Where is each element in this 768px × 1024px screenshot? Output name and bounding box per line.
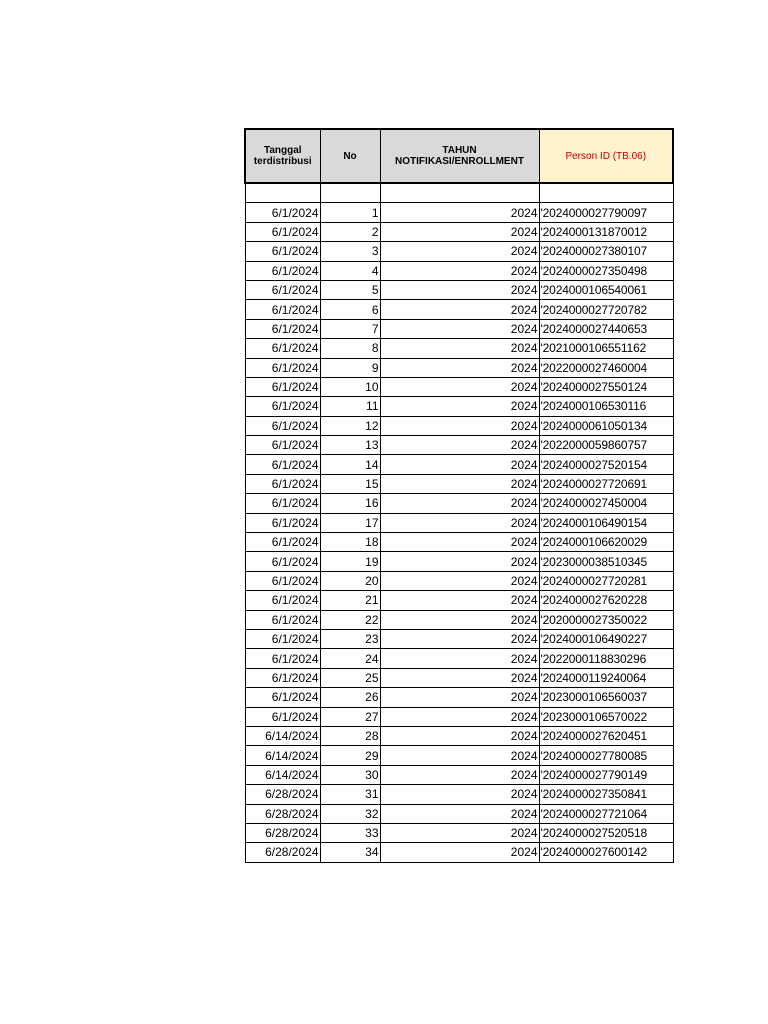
table-row	[245, 474, 673, 493]
cell-year[interactable]: 2024	[380, 533, 539, 552]
cell-person-id[interactable]: '2024000027720691	[539, 474, 673, 493]
cell-date[interactable]: 6/28/2024	[245, 843, 320, 862]
table-row	[245, 746, 673, 765]
cell-no[interactable]: 26	[320, 688, 380, 707]
cell-date[interactable]: 6/1/2024	[245, 358, 320, 377]
cell-year[interactable]: 2024	[380, 765, 539, 784]
cell-no[interactable]: 4	[320, 261, 380, 280]
cell-person-id[interactable]: '2024000027790149	[539, 765, 673, 784]
cell-date[interactable]: 6/1/2024	[245, 261, 320, 280]
cell-year[interactable]: 2024	[380, 746, 539, 765]
table-row	[245, 513, 673, 532]
table-row	[245, 726, 673, 745]
cell-year[interactable]: 2024	[380, 649, 539, 668]
cell-date[interactable]: 6/1/2024	[245, 571, 320, 590]
cell-no[interactable]: 15	[320, 474, 380, 493]
cell-year[interactable]: 2024	[380, 629, 539, 648]
table-row	[245, 707, 673, 726]
cell-year[interactable]: 2024	[380, 591, 539, 610]
header-year[interactable]: TAHUN NOTIFIKASI/ENROLLMENT	[380, 129, 539, 183]
header-person-id[interactable]: Person ID (TB.06)	[539, 129, 673, 183]
cell-person-id[interactable]: '2024000119240064	[539, 668, 673, 687]
cell-no[interactable]: 17	[320, 513, 380, 532]
cell-person-id[interactable]: '2023000106570022	[539, 707, 673, 726]
cell-person-id[interactable]: '2024000027720782	[539, 300, 673, 319]
table-row	[245, 319, 673, 338]
cell-person-id[interactable]: '2024000027350498	[539, 261, 673, 280]
cell-no[interactable]: 28	[320, 726, 380, 745]
cell-no[interactable]: 32	[320, 804, 380, 823]
cell-date[interactable]: 6/1/2024	[245, 280, 320, 299]
cell-no[interactable]: 16	[320, 494, 380, 513]
cell-date[interactable]: 6/1/2024	[245, 668, 320, 687]
cell-year[interactable]: 2024	[380, 416, 539, 435]
cell-date[interactable]: 6/28/2024	[245, 804, 320, 823]
cell-date[interactable]: 6/14/2024	[245, 765, 320, 784]
cell-no[interactable]: 2	[320, 222, 380, 241]
gap-cell	[380, 183, 539, 203]
cell-year[interactable]: 2024	[380, 339, 539, 358]
table-row	[245, 280, 673, 299]
cell-no[interactable]: 18	[320, 533, 380, 552]
cell-person-id[interactable]: '2024000027720281	[539, 571, 673, 590]
cell-no[interactable]: 5	[320, 280, 380, 299]
cell-year[interactable]: 2024	[380, 261, 539, 280]
cell-year[interactable]: 2024	[380, 319, 539, 338]
table-body	[245, 183, 673, 862]
cell-date[interactable]: 6/1/2024	[245, 397, 320, 416]
table-row	[245, 358, 673, 377]
header-date[interactable]: Tanggal terdistribusi	[245, 129, 320, 183]
gap-cell	[539, 183, 673, 203]
cell-person-id[interactable]: '2024000027790097	[539, 203, 673, 222]
cell-year[interactable]: 2024	[380, 610, 539, 629]
table-row	[245, 339, 673, 358]
cell-date[interactable]: 6/1/2024	[245, 552, 320, 571]
cell-person-id[interactable]: '2024000027440653	[539, 319, 673, 338]
table-row	[245, 242, 673, 261]
cell-person-id[interactable]: '2024000027450004	[539, 494, 673, 513]
cell-no[interactable]: 1	[320, 203, 380, 222]
header-row	[245, 129, 673, 183]
cell-person-id[interactable]: '2021000106551162	[539, 339, 673, 358]
cell-year[interactable]: 2024	[380, 474, 539, 493]
cell-year[interactable]: 2024	[380, 726, 539, 745]
cell-person-id[interactable]: '2024000027520518	[539, 823, 673, 842]
cell-year[interactable]: 2024	[380, 668, 539, 687]
table-row	[245, 300, 673, 319]
cell-person-id[interactable]: '2024000027520154	[539, 455, 673, 474]
cell-year[interactable]: 2024	[380, 300, 539, 319]
cell-no[interactable]: 8	[320, 339, 380, 358]
header-gap-row	[245, 183, 673, 203]
cell-person-id[interactable]: '2022000059860757	[539, 436, 673, 455]
cell-date[interactable]: 6/1/2024	[245, 649, 320, 668]
table-row	[245, 610, 673, 629]
cell-date[interactable]: 6/14/2024	[245, 726, 320, 745]
table-row	[245, 629, 673, 648]
cell-date[interactable]: 6/1/2024	[245, 610, 320, 629]
cell-year[interactable]: 2024	[380, 804, 539, 823]
gap-cell	[245, 183, 320, 203]
cell-date[interactable]: 6/1/2024	[245, 203, 320, 222]
cell-person-id[interactable]: '2024000027350841	[539, 785, 673, 804]
header-no[interactable]: No	[320, 129, 380, 183]
cell-no[interactable]: 30	[320, 765, 380, 784]
cell-no[interactable]: 20	[320, 571, 380, 590]
cell-person-id[interactable]: '2024000027620451	[539, 726, 673, 745]
cell-no[interactable]: 21	[320, 591, 380, 610]
cell-no[interactable]: 22	[320, 610, 380, 629]
table-row	[245, 804, 673, 823]
cell-year[interactable]: 2024	[380, 222, 539, 241]
cell-no[interactable]: 11	[320, 397, 380, 416]
cell-no[interactable]: 13	[320, 436, 380, 455]
cell-no[interactable]: 3	[320, 242, 380, 261]
table-row	[245, 397, 673, 416]
cell-person-id[interactable]: '2024000106620029	[539, 533, 673, 552]
table-row	[245, 455, 673, 474]
cell-date[interactable]: 6/1/2024	[245, 319, 320, 338]
table-row	[245, 765, 673, 784]
cell-no[interactable]: 9	[320, 358, 380, 377]
cell-year[interactable]: 2024	[380, 203, 539, 222]
table-row	[245, 649, 673, 668]
cell-date[interactable]: 6/1/2024	[245, 436, 320, 455]
cell-year[interactable]: 2024	[380, 571, 539, 590]
cell-no[interactable]: 33	[320, 823, 380, 842]
cell-year[interactable]: 2024	[380, 377, 539, 396]
cell-no[interactable]: 23	[320, 629, 380, 648]
cell-year[interactable]: 2024	[380, 242, 539, 261]
cell-person-id[interactable]: '2023000038510345	[539, 552, 673, 571]
cell-person-id[interactable]: '2024000106530116	[539, 397, 673, 416]
cell-year[interactable]: 2024	[380, 707, 539, 726]
cell-person-id[interactable]: '2022000118830296	[539, 649, 673, 668]
cell-year[interactable]: 2024	[380, 843, 539, 862]
cell-no[interactable]: 6	[320, 300, 380, 319]
cell-date[interactable]: 6/1/2024	[245, 377, 320, 396]
cell-date[interactable]: 6/1/2024	[245, 707, 320, 726]
cell-date[interactable]: 6/28/2024	[245, 823, 320, 842]
table-row	[245, 843, 673, 862]
cell-no[interactable]: 25	[320, 668, 380, 687]
table-row	[245, 494, 673, 513]
cell-person-id[interactable]: '2023000106560037	[539, 688, 673, 707]
table-row	[245, 571, 673, 590]
cell-year[interactable]: 2024	[380, 494, 539, 513]
cell-date[interactable]: 6/1/2024	[245, 688, 320, 707]
gap-cell	[320, 183, 380, 203]
cell-year[interactable]: 2024	[380, 358, 539, 377]
table-row	[245, 668, 673, 687]
cell-year[interactable]: 2024	[380, 688, 539, 707]
cell-person-id[interactable]: '2024000027600142	[539, 843, 673, 862]
cell-no[interactable]: 14	[320, 455, 380, 474]
table-header	[245, 129, 673, 183]
cell-person-id[interactable]: '2024000106540061	[539, 280, 673, 299]
table-row	[245, 377, 673, 396]
cell-person-id[interactable]: '2024000027721064	[539, 804, 673, 823]
table-row	[245, 261, 673, 280]
cell-person-id[interactable]: '2024000027620228	[539, 591, 673, 610]
cell-no[interactable]: 27	[320, 707, 380, 726]
cell-year[interactable]: 2024	[380, 436, 539, 455]
table-row	[245, 203, 673, 222]
table-row	[245, 533, 673, 552]
cell-person-id[interactable]: '2024000106490154	[539, 513, 673, 532]
cell-year[interactable]: 2024	[380, 785, 539, 804]
table-row	[245, 785, 673, 804]
cell-date[interactable]: 6/14/2024	[245, 746, 320, 765]
cell-year[interactable]: 2024	[380, 552, 539, 571]
cell-year[interactable]: 2024	[380, 455, 539, 474]
table-row	[245, 823, 673, 842]
cell-person-id[interactable]: '2024000027550124	[539, 377, 673, 396]
cell-year[interactable]: 2024	[380, 280, 539, 299]
table-row	[245, 222, 673, 241]
cell-date[interactable]: 6/1/2024	[245, 629, 320, 648]
cell-date[interactable]: 6/1/2024	[245, 474, 320, 493]
cell-year[interactable]: 2024	[380, 397, 539, 416]
cell-date[interactable]: 6/1/2024	[245, 416, 320, 435]
cell-year[interactable]: 2024	[380, 513, 539, 532]
cell-no[interactable]: 29	[320, 746, 380, 765]
cell-date[interactable]: 6/1/2024	[245, 300, 320, 319]
data-table	[244, 128, 674, 863]
cell-person-id[interactable]: '2024000027780085	[539, 746, 673, 765]
cell-person-id[interactable]: '2024000061050134	[539, 416, 673, 435]
cell-no[interactable]: 19	[320, 552, 380, 571]
cell-date[interactable]: 6/1/2024	[245, 455, 320, 474]
cell-no[interactable]: 12	[320, 416, 380, 435]
cell-date[interactable]: 6/28/2024	[245, 785, 320, 804]
cell-person-id[interactable]: '2024000027380107	[539, 242, 673, 261]
cell-date[interactable]: 6/1/2024	[245, 533, 320, 552]
cell-no[interactable]: 31	[320, 785, 380, 804]
cell-no[interactable]: 24	[320, 649, 380, 668]
cell-date[interactable]: 6/1/2024	[245, 494, 320, 513]
cell-person-id[interactable]: '2020000027350022	[539, 610, 673, 629]
table-row	[245, 688, 673, 707]
cell-no[interactable]: 7	[320, 319, 380, 338]
cell-date[interactable]: 6/1/2024	[245, 339, 320, 358]
table-row	[245, 416, 673, 435]
table-row	[245, 552, 673, 571]
cell-year[interactable]: 2024	[380, 823, 539, 842]
table-row	[245, 436, 673, 455]
cell-person-id[interactable]: '2022000027460004	[539, 358, 673, 377]
cell-person-id[interactable]: '2024000131870012	[539, 222, 673, 241]
cell-date[interactable]: 6/1/2024	[245, 242, 320, 261]
cell-date[interactable]: 6/1/2024	[245, 591, 320, 610]
cell-date[interactable]: 6/1/2024	[245, 513, 320, 532]
cell-date[interactable]: 6/1/2024	[245, 222, 320, 241]
table-row	[245, 591, 673, 610]
cell-person-id[interactable]: '2024000106490227	[539, 629, 673, 648]
cell-no[interactable]: 10	[320, 377, 380, 396]
cell-no[interactable]: 34	[320, 843, 380, 862]
